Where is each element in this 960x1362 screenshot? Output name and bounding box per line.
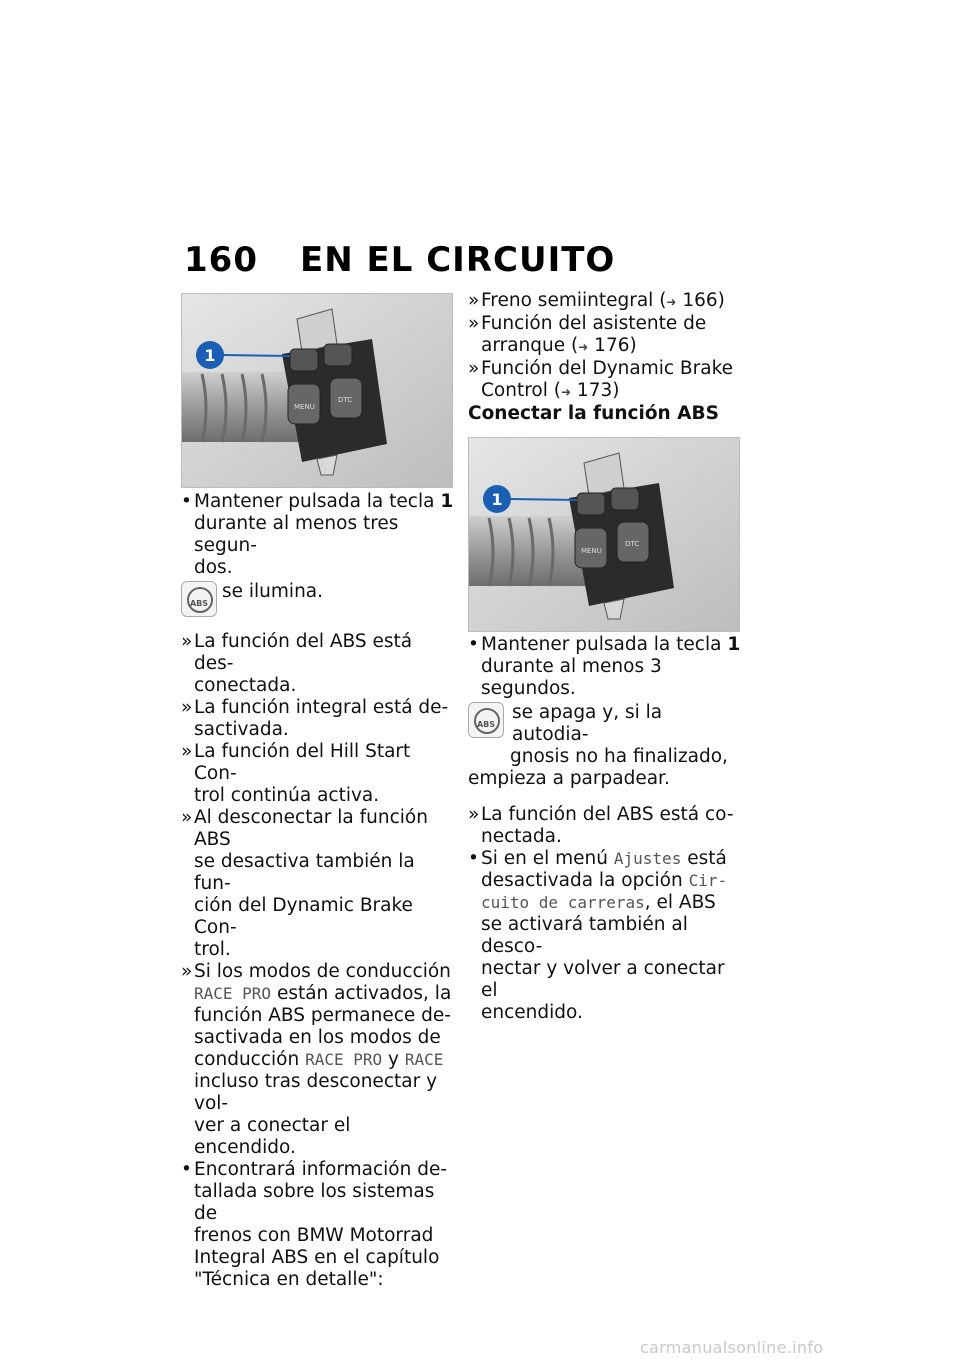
mode-name: RACE PRO bbox=[305, 1050, 383, 1069]
icon-note: ABS se apaga y, si la autodia- gnosis no ha finalizado, empieza a parpadear. bbox=[468, 702, 728, 789]
abs-warning-icon: ABS bbox=[468, 702, 504, 738]
result-item: » Si los modos de conducción RACE PRO están activados, la función ABS permanece de- sactivada en los modos de conducción RACE PRO y RACE incluso tras desconectar y vol- ver a conectar el encendido. bbox=[181, 961, 452, 1158]
result-item: » La función del ABS está co- nectada. bbox=[468, 804, 734, 847]
callout-number: 1 bbox=[204, 346, 216, 365]
page-ref-arrow-icon: ➜ bbox=[560, 385, 572, 399]
icon-note: ABS se ilumina. bbox=[181, 581, 456, 617]
handlebar-switch-figure-1 bbox=[181, 293, 453, 488]
option-name: Cir- bbox=[688, 871, 728, 890]
mode-name: RACE PRO bbox=[194, 984, 272, 1003]
dtc-label: DTC bbox=[625, 540, 640, 548]
reference-item: » Función del Dynamic Brake Control (➜ 173) bbox=[468, 358, 733, 401]
result-item: » La función del ABS está des- conectada. bbox=[181, 631, 413, 696]
key-ref: 1 bbox=[727, 634, 741, 655]
page-ref-arrow-icon: ➜ bbox=[578, 340, 589, 354]
info-item: • Si en el menú Ajustes está desactivada la opción Cir- cuito de carreras, el ABS se activará también al desco- nectar y volver a conectar el encendido. bbox=[468, 848, 728, 1023]
mode-name: RACE bbox=[404, 1050, 444, 1069]
handlebar-switch-figure-2 bbox=[468, 437, 740, 632]
abs-warning-icon: ABS bbox=[181, 581, 217, 617]
page-number: 160 bbox=[184, 240, 258, 280]
reference-item: » Función del asistente de arranque (➜ 176) bbox=[468, 313, 707, 356]
callout-number: 1 bbox=[491, 490, 503, 509]
chapter-title: EN EL CIRCUITO bbox=[299, 240, 616, 280]
handlebar-switch-illustration bbox=[182, 294, 452, 487]
result-item: » Al desconectar la función ABS se desactiva también la fun- ción del Dynamic Brake Con- trol. bbox=[181, 807, 428, 960]
right-column-top bbox=[468, 290, 743, 425]
dtc-label: DTC bbox=[338, 396, 353, 404]
page-ref-arrow-icon: ➜ bbox=[666, 295, 677, 309]
info-item: • Encontrará información de- tallada sobre los sistemas de frenos con BMW Motorrad Integral ABS en el capítulo "Técnica en detalle": bbox=[181, 1159, 448, 1290]
menu-label: MENU bbox=[581, 547, 602, 555]
menu-label: MENU bbox=[294, 403, 315, 411]
page-header bbox=[184, 240, 615, 280]
menu-name: Ajustes bbox=[613, 849, 682, 868]
handlebar-switch-illustration bbox=[469, 438, 739, 631]
result-item: » La función del Hill Start Con- trol continúa activa. bbox=[181, 741, 411, 806]
result-item: » La función integral está de- sactivada. bbox=[181, 697, 449, 740]
key-ref: 1 bbox=[440, 491, 454, 512]
reference-item: » Freno semiintegral (➜ 166) bbox=[468, 290, 725, 311]
section-heading: Conectar la función ABS bbox=[468, 403, 719, 424]
watermark: carmanualsonline.info bbox=[640, 1338, 824, 1357]
instruction-item: • Mantener pulsada la tecla 1 durante al menos 3 segundos. bbox=[468, 634, 741, 699]
left-column bbox=[181, 491, 456, 1291]
option-name: cuito de carreras bbox=[481, 893, 645, 912]
instruction-item: • Mantener pulsada la tecla 1 durante al menos tres segun- dos. bbox=[181, 491, 454, 578]
right-column-bottom bbox=[468, 634, 743, 1024]
